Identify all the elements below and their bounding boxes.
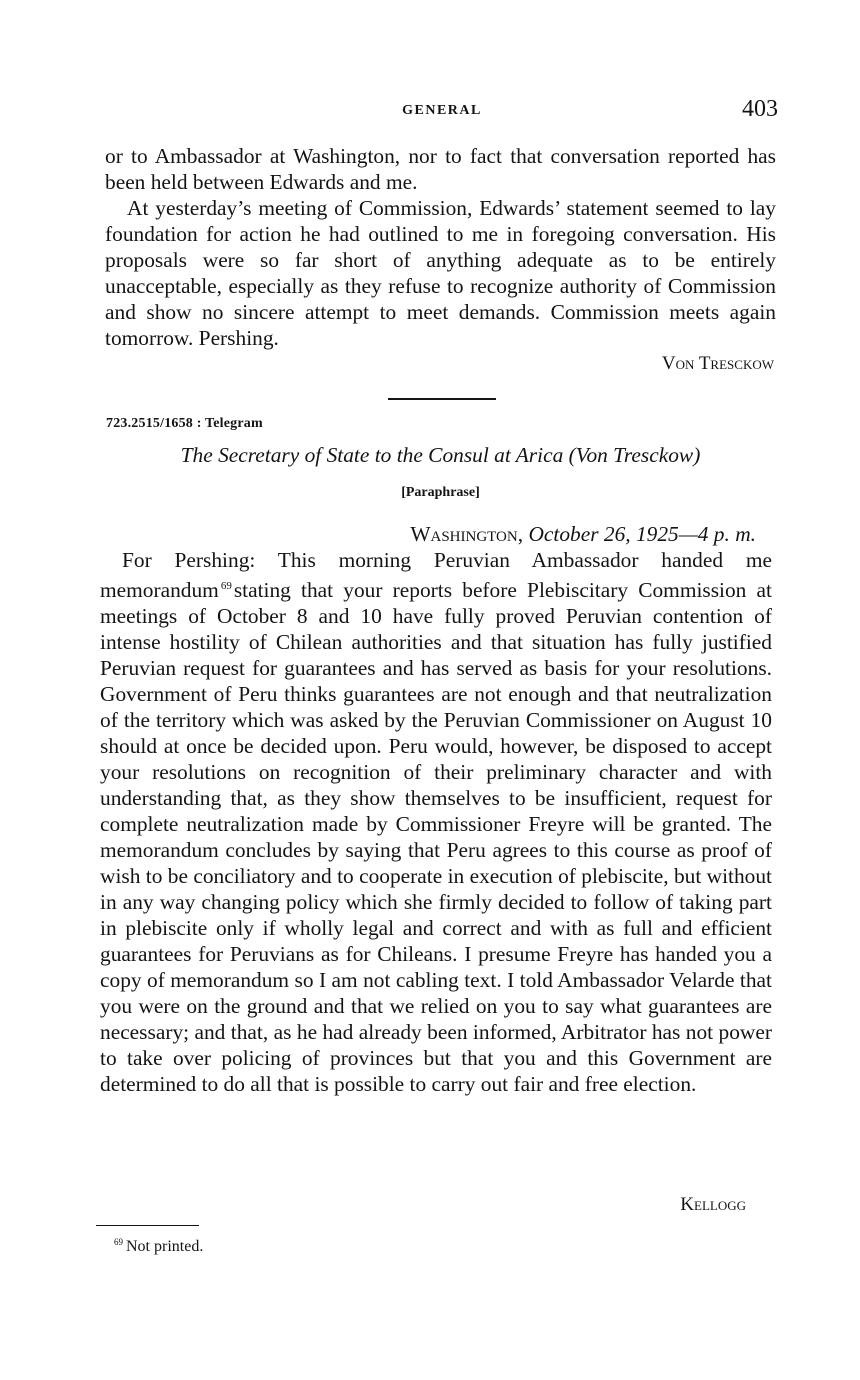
document-title [105, 441, 776, 469]
signature-von-tresckow: Von Tresckow [661, 353, 774, 374]
page-number: 403 [742, 96, 778, 122]
running-head: GENERAL [402, 103, 482, 118]
dateline-date: October 26, 1925—4 p. m. [528, 522, 756, 546]
telegram-paragraph [100, 547, 772, 1097]
paraphrase-note: [Paraphrase] [401, 485, 480, 500]
body-rest: stating that your reports before Plebiscitary Commission at meetings of October 8 and 10 have fully proved Peruvian contention of intense hostility of Chilean authorities and that situation has fully justified Peruvian request for guarantees and has served as basis for your resolutions. Government of Peru thinks guarantees are not enough and that neutralization of the territory which was asked by the Peruvian Commissioner on August 10 should at once be decided upon. Peru would, however, be disposed to accept your resolutions on recognition of their preliminary character and with understanding that, as they show themselves to be insufficient, request for complete neutralization made by Commissioner Freyre will be granted. The memorandum concludes by saying that Peru agrees to this course as proof of wish to be conciliatory and to cooperate in execution of plebiscite, but without in any way changing policy which she firmly decided to follow of taking part in plebiscite only if wholly legal and correct and with as full and efficient guarantees for Peruvians as for Chileans. I presume Freyre has handed you a copy of memorandum so I am not cabling text. I told Ambassador Velarde that you were on the ground and that we relied on you to say what guarantees are necessary; and that, as he had already been informed, Arbitrator has not power to take over policing of provinces but that you and this Government are determined to do all that is possible to carry out fair and free election. [100, 578, 772, 1096]
dateline [410, 521, 756, 547]
commission-meeting-paragraph: At yesterday’s meeting of Commission, Edwards’ statement seemed to lay foundation for action he had outlined to me in foregoing conversation. His proposals were so far short of anything adequate as to be entirely unacceptable, especially as they refuse to recognize authority of Commission and show no sincere attempt to meet demands. Commission meets again tomorrow. Pershing. [105, 196, 776, 350]
footnote-reference[interactable]: 69 [220, 580, 232, 592]
signature-kellogg: Kellogg [680, 1194, 746, 1215]
body-lead: For Pershing: This morning Peruvian Ambassador handed me memorandum [100, 548, 772, 602]
previous-telegram-continuation [105, 143, 776, 377]
continuation-paragraph: or to Ambassador at Washington, nor to fact that conversation reported has been held between Edwards and me. [105, 144, 776, 194]
section-divider [388, 398, 496, 400]
footnote [114, 1237, 203, 1256]
file-reference: 723.2515/1658 : Telegram [106, 416, 263, 431]
dateline-place: Washington, [410, 522, 524, 546]
title-name: Von Tresckow [575, 443, 694, 467]
footnote-text: Not printed. [126, 1238, 204, 1255]
title-prefix: The Secretary of State to the Consul at Arica ( [180, 443, 576, 467]
footnote-marker: 69 [114, 1237, 123, 1247]
title-suffix: ) [693, 443, 701, 467]
telegram-body [100, 547, 772, 1097]
page-header [104, 96, 780, 130]
footnote-divider [96, 1225, 199, 1226]
